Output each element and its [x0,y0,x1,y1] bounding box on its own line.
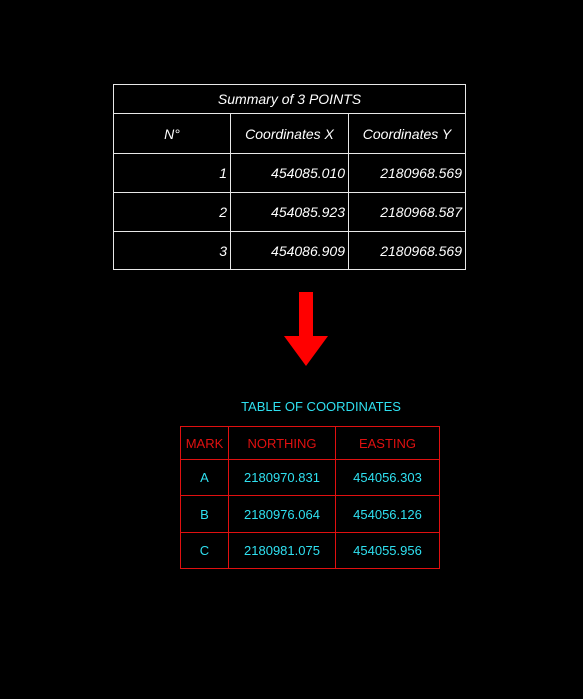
northing-cell: 2180970.831 [229,460,336,495]
down-arrow-icon [284,292,328,366]
coordinates-table-title: TABLE OF COORDINATES [241,399,401,414]
coordinates-header-row [181,427,439,460]
table-row [181,533,439,568]
header-easting: EASTING [358,435,417,451]
northing-cell: 2180981.075 [229,533,336,568]
table-row [181,496,439,533]
coordinate-x: 454085.010 [231,154,349,192]
coordinate-x: 454085.923 [231,193,349,231]
header-coordinates-y: Coordinates Y [362,125,452,142]
point-number: 3 [114,232,231,269]
coordinate-y: 2180968.569 [380,165,462,181]
coordinate-x: 454086.909 [231,232,349,269]
coordinates-table [180,426,440,569]
table-row [114,193,465,232]
header-northing: NORTHING [229,427,336,459]
easting-cell: 454056.126 [353,506,422,522]
header-mark: MARK [181,427,229,459]
point-number: 1 [114,154,231,192]
mark-cell: B [181,496,229,532]
header-number: N° [114,114,231,153]
summary-table [113,84,466,270]
mark-cell: C [181,533,229,568]
summary-table-title: Summary of 3 POINTS [114,85,465,114]
summary-header-row [114,114,465,154]
easting-cell: 454055.956 [353,543,422,558]
table-row [181,460,439,496]
table-row [114,154,465,193]
header-coordinates-x: Coordinates X [231,114,349,153]
point-number: 2 [114,193,231,231]
mark-cell: A [181,460,229,495]
northing-cell: 2180976.064 [229,496,336,532]
easting-cell: 454056.303 [353,470,422,485]
table-row [114,232,465,269]
coordinate-y: 2180968.587 [380,204,462,220]
coordinate-y: 2180968.569 [380,242,462,259]
